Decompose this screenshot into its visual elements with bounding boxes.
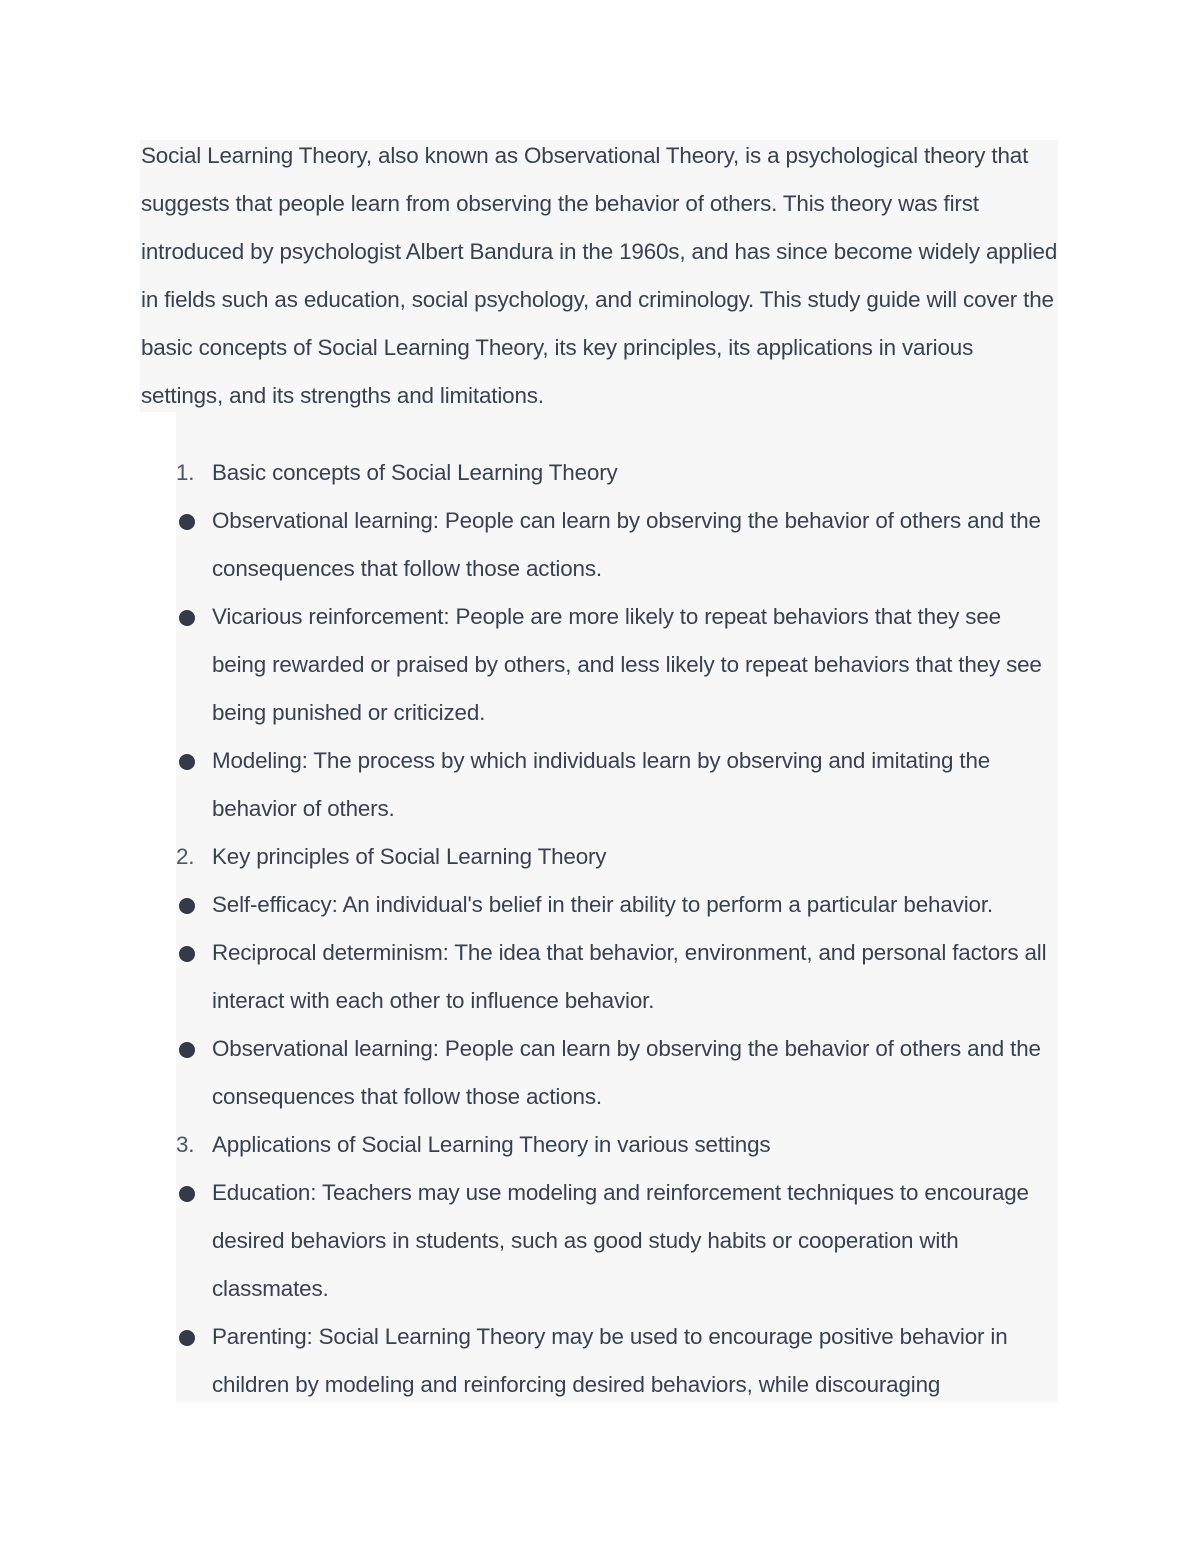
bullet-icon xyxy=(179,946,195,962)
list-number: 3. xyxy=(176,1132,195,1157)
bullet-icon xyxy=(179,754,195,770)
bullet-icon xyxy=(179,610,195,626)
list-item-text: Parenting: Social Learning Theory may be used to encourage positive behavior in children by modeling and reinforcing desired behaviors, while discouraging xyxy=(212,1324,1008,1397)
list-item-text: Basic concepts of Social Learning Theory xyxy=(212,460,618,485)
list-item xyxy=(176,497,1056,593)
list-item xyxy=(176,1025,1056,1121)
list-item xyxy=(176,593,1056,737)
list-item-text: Observational learning: People can learn by observing the behavior of others and the consequences that follow those actions. xyxy=(212,1036,1041,1109)
bullet-icon xyxy=(179,1330,195,1346)
list-item-text: Reciprocal determinism: The idea that behavior, environment, and personal factors all interact with each other to influence behavior. xyxy=(212,940,1047,1013)
list-item xyxy=(176,737,1056,833)
list-item-text: Education: Teachers may use modeling and reinforcement techniques to encourage desired behaviors in students, such as good study habits or cooperation with classmates. xyxy=(212,1180,1029,1301)
list-item-text: Observational learning: People can learn by observing the behavior of others and the consequences that follow those actions. xyxy=(212,508,1041,581)
study-guide-list xyxy=(176,449,1056,1409)
list-number: 2. xyxy=(176,844,195,869)
list-item xyxy=(176,1169,1056,1313)
intro-paragraph: Social Learning Theory, also known as Observational Theory, is a psychological theory that suggests that people learn from observing the behavior of others. This theory was first introduced by psychologist Albert Bandura in the 1960s, and has since become widely applied in fields such as education, social psychology, and criminology. This study guide will cover the basic concepts of Social Learning Theory, its key principles, its applications in various settings, and its strengths and limitations. xyxy=(141,143,1058,408)
list-item xyxy=(176,833,1056,881)
list-item-text: Self-efficacy: An individual's belief in their ability to perform a particular behavior. xyxy=(212,892,993,917)
list-item xyxy=(176,1121,1056,1169)
list-number: 1. xyxy=(176,460,195,485)
bullet-icon xyxy=(179,1042,195,1058)
bullet-icon xyxy=(179,1186,195,1202)
list-item-text: Applications of Social Learning Theory in various settings xyxy=(212,1132,771,1157)
bullet-icon xyxy=(179,514,195,530)
list-item-text: Vicarious reinforcement: People are more likely to repeat behaviors that they see being rewarded or praised by others, and less likely to repeat behaviors that they see being punished or criticized. xyxy=(212,604,1042,725)
list-item-text: Modeling: The process by which individuals learn by observing and imitating the behavior of others. xyxy=(212,748,991,821)
list-item xyxy=(176,929,1056,1025)
list-item xyxy=(176,449,1056,497)
list-item-text: Key principles of Social Learning Theory xyxy=(212,844,607,869)
list-item xyxy=(176,881,1056,929)
bullet-icon xyxy=(179,898,195,914)
list-item xyxy=(176,1313,1056,1409)
